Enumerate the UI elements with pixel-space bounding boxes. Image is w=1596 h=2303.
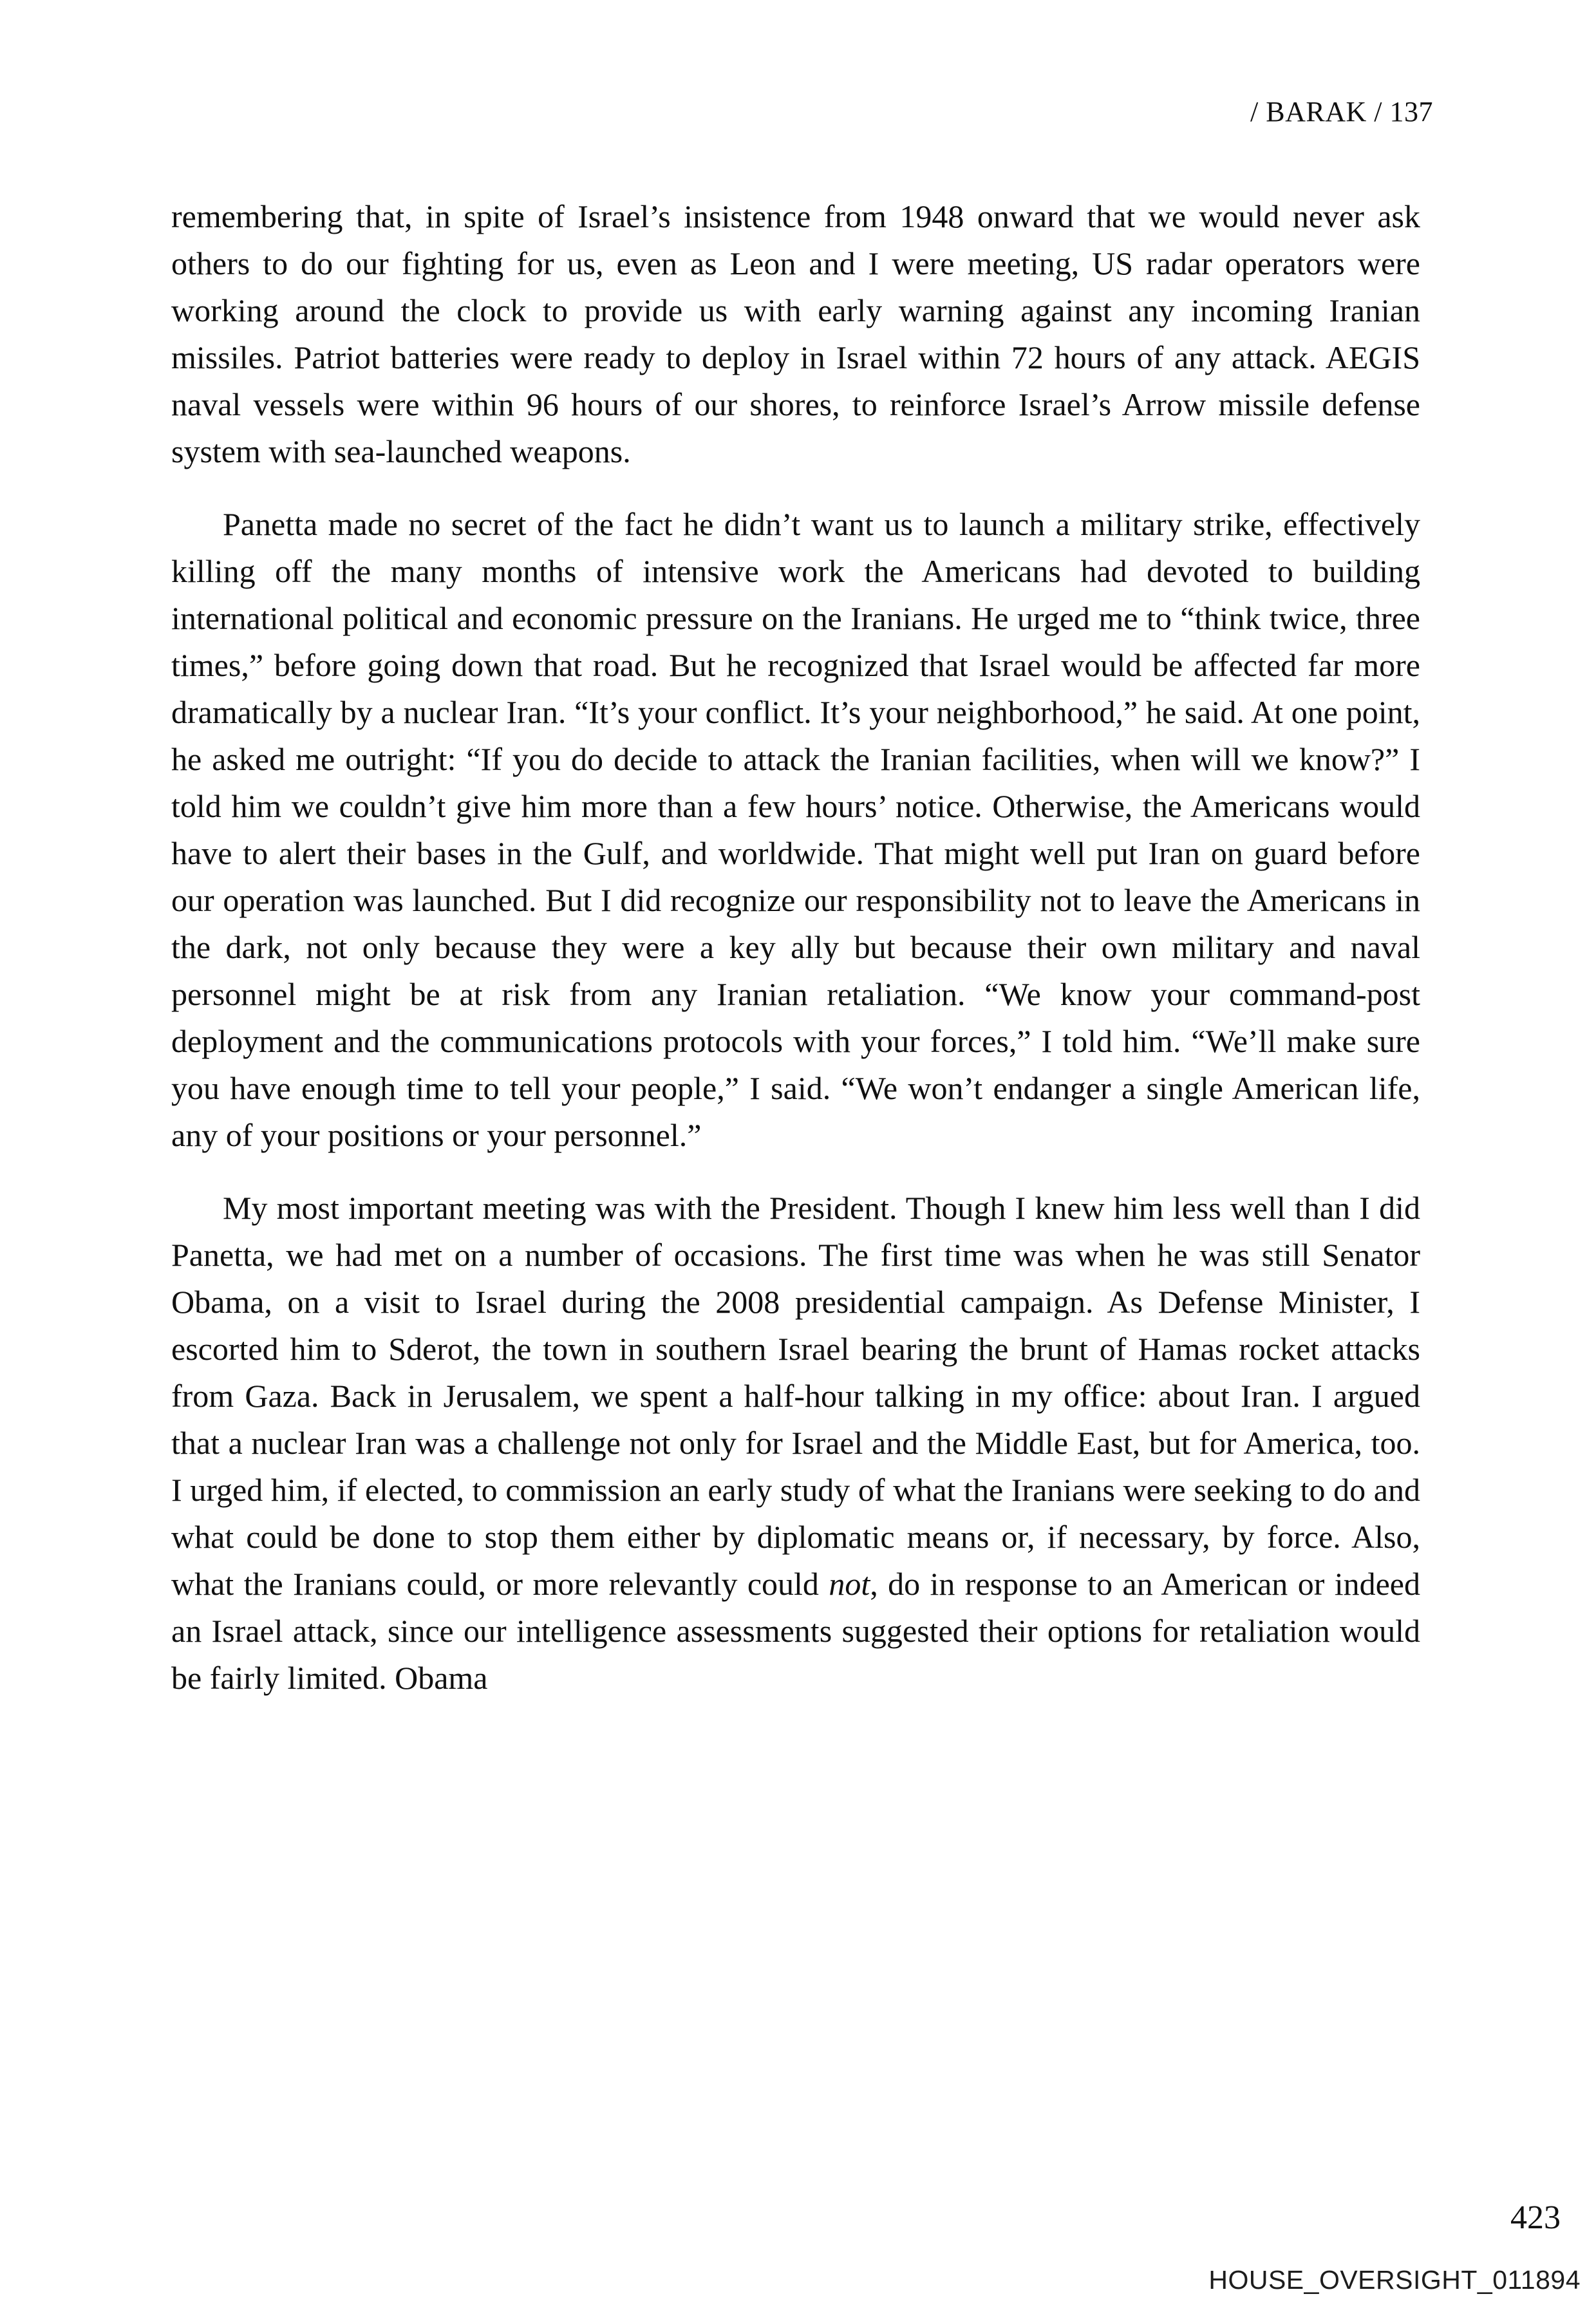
- paragraph-2: Panetta made no secret of the fact he didn’t want us to launch a military strike, effectively killing off the many months of intensive work the Americans had devoted to building international political and economic pressure on the Iranians. He urged me to “think twice, three times,” before going down that road. But he recognized that Israel would be affected far more dramatically by a nuclear Iran. “It’s your conflict. It’s your neighborhood,” he said. At one point, he asked me outright: “If you do decide to attack the Iranian facilities, when will we know?” I told him we couldn’t give him more than a few hours’ notice. Otherwise, the Americans would have to alert their bases in the Gulf, and worldwide. That might well put Iran on guard before our operation was launched. But I did recognize our responsibility not to leave the Americans in the dark, not only because they were a key ally but because their own military and naval personnel might be at risk from any Iranian retaliation. “We know your command-post deployment and the communications protocols with your forces,” I told him. “We’ll make sure you have enough time to tell your people,” I said. “We won’t endanger a single American life, any of your positions or your personnel.”: [171, 506, 1420, 1153]
- paragraph-3-italic-word: not: [829, 1566, 870, 1602]
- paragraph-3: [171, 1185, 1420, 1702]
- bates-stamp: HOUSE_OVERSIGHT_011894: [1208, 2265, 1581, 2295]
- paragraph-1: remembering that, in spite of Israel’s insistence from 1948 onward that we would never ask others to do our fighting for us, even as Leon and I were meeting, US radar operators were working around the clock to provide us with early warning against any incoming Iranian missiles. Patriot batteries were ready to deploy in Israel within 72 hours of any attack. AEGIS naval vessels were within 96 hours of our shores, to reinforce Israel’s Arrow missile defense system with sea-launched weapons.: [171, 198, 1420, 469]
- running-header: / BARAK / 137: [1250, 96, 1433, 127]
- paragraph-3-text-before: My most important meeting was with the President. Though I knew him less well than I did Panetta, we had met on a number of occasions. The first time was when he was still Senator Obama, on a visit to Israel during the 2008 presidential campaign. As Defense Minister, I escorted him to Sderot, the town in southern Israel bearing the brunt of Hamas rocket attacks from Gaza. Back in Jerusalem, we spent a half-hour talking in my office: about Iran. I argued that a nuclear Iran was a challenge not only for Israel and the Middle East, but for America, too. I urged him, if elected, to commission an early study of what the Iranians were seeking to do and what could be done to stop them either by diplomatic means or, if necessary, by force. Also, what the Iranians could, or more relevantly could: [171, 1190, 1420, 1602]
- body-text: [171, 193, 1420, 1727]
- page-number: 423: [1510, 2199, 1561, 2236]
- paragraph-3-text-after: , do in response to an American or indeed an Israel attack, since our intelligence assessments suggested their options for retaliation would be fairly limited. Obama: [171, 1566, 1420, 1696]
